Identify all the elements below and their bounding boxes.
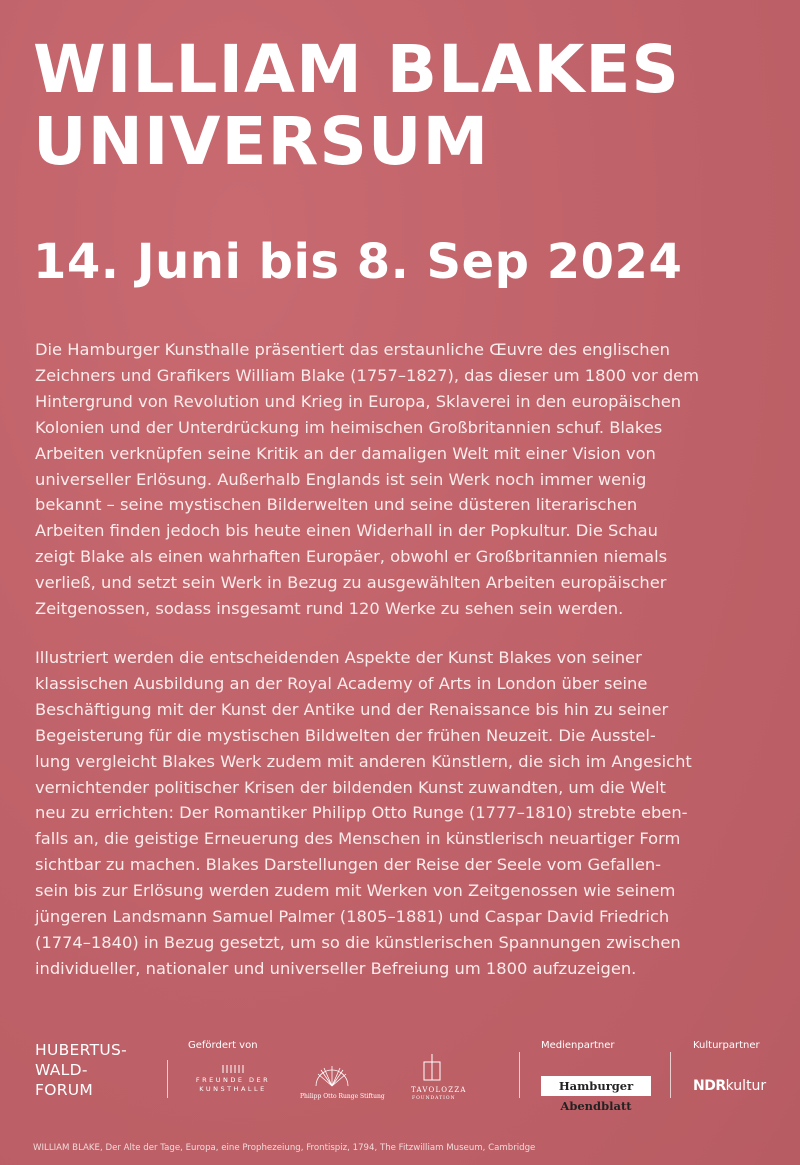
paragraph-1-line: verließ, und setzt sein Werk in Bezug zu ausgewählten Arbeiten europäischer [35,573,667,593]
paragraph-2-line: individueller, nationaler und universeller Befreiung um 1800 aufzuzeigen. [35,958,637,978]
tavolozza-logo: TAVOLOZZA [411,1086,467,1094]
tavolozza-mark-icon [422,1052,446,1082]
runge-stiftung-logo: Philipp Otto Runge Stiftung [300,1093,385,1100]
paragraph-1-line: Arbeiten verknüpfen seine Kritik an der damaligen Welt mit einer Vision von [35,443,656,463]
title-line-1: WILLIAM BLAKES [33,31,680,108]
paragraph-2-line: falls an, die geistige Erneuerung des Menschen in künstlerisch neuartiger Form [35,829,681,849]
paragraph-1-line: zeigt Blake als einen wahrhaften Europäer, obwohl er Großbritannien niemals [35,547,668,567]
hamburger-abendblatt-logo: Hamburger Abendblatt [541,1076,651,1096]
paragraph-2-line: Beschäftigung mit der Kunst der Antike und der Renaissance bis hin zu seiner [35,699,669,719]
paragraph-2-line: sichtbar zu machen. Blakes Darstellungen der Reise der Seele vom Gefallen- [35,855,662,875]
exhibition-title [33,31,680,180]
paragraph-2-line: Begeisterung für die mystischen Bildwelten der frühen Neuzeit. Die Ausstel- [35,725,656,745]
paragraph-1-line: bekannt – seine mystischen Bilderwelten und seine düsteren literarischen [35,495,638,515]
paragraph-1-line: Zeitgenossen, sodass insgesamt rund 120 Werke zu sehen sein werden. [35,599,624,619]
gefoerdert-label: Gefördert von [188,1040,258,1051]
paragraph-2-line: klassischen Ausbildung an der Royal Academy of Arts in London über seine [35,673,648,693]
hwf-line: FORUM [35,1081,94,1099]
image-caption: WILLIAM BLAKE, Der Alte der Tage, Europa, eine Prophezeiung, Frontispiz, 1794, The Fitzwilliam Museum, Cambridge [33,1143,536,1153]
paragraph-1-line: Die Hamburger Kunsthalle präsentiert das erstaunliche Œuvre des englischen [35,340,670,359]
paragraph-2-line: neu zu errichten: Der Romantiker Philipp Otto Runge (1777–1810) strebte eben- [35,803,688,823]
kultur-text: kultur [725,1078,767,1094]
title-line-2: UNIVERSUM [33,103,490,180]
hwf-line: WALD- [35,1061,88,1079]
paragraph-1-line: universeller Erlösung. Außerhalb Englands ist sein Werk noch immer wenig [35,469,647,489]
sponsor-footer [0,1030,800,1130]
paragraph-2-line: lung vergleicht Blakes Werk zudem mit anderen Künstlern, die sich im Angesicht [35,751,692,771]
freunde-line: FREUNDE DER [195,1076,271,1084]
paragraph-2-line: vernichtender politischer Krisen der bildenden Kunst zuwandten, um die Welt [35,777,666,797]
paragraph-2-line: jüngeren Landsmann Samuel Palmer (1805–1881) und Caspar David Friedrich [35,907,670,927]
freunde-der-kunsthalle-logo [188,1076,278,1094]
freunde-line: KUNSTHALLE [199,1085,267,1093]
tavolozza-subtitle: FOUNDATION [412,1096,456,1101]
freunde-mark-icon [218,1064,248,1074]
paragraph-2-line: sein bis zur Erlösung werden zudem mit Werken von Zeitgenossen wie seinem [35,881,676,901]
divider [519,1052,520,1098]
divider [167,1060,168,1098]
paragraph-2 [35,645,780,982]
paragraph-2-line: (1774–1840) in Bezug gesetzt, um so die künstlerischen Spannungen zwischen [35,932,681,952]
ndr-kultur-logo [693,1078,766,1094]
medienpartner-label: Medienpartner [541,1040,615,1051]
hwf-line: HUBERTUS- [35,1041,128,1059]
paragraph-1-line: Arbeiten finden jedoch bis heute einen Widerhall in der Popkultur. Die Schau [35,521,658,541]
ndr-text: NDR [693,1078,726,1094]
paragraph-2-line: Illustriert werden die entscheidenden Aspekte der Kunst Blakes von seiner [35,648,642,667]
paragraph-1-line: Hintergrund von Revolution und Krieg in Europa, Sklaverei in den europäischen [35,391,682,411]
kulturpartner-label: Kulturpartner [693,1040,760,1051]
sunburst-icon [312,1062,352,1088]
hubertus-wald-forum-logo [35,1040,127,1100]
paragraph-1-line: Kolonien und der Unterdrückung im heimischen Großbritannien schuf. Blakes [35,417,663,437]
divider [670,1052,671,1098]
paragraph-1 [35,337,780,622]
paragraph-1-line: Zeichners und Grafikers William Blake (1757–1827), das dieser um 1800 vor dem [35,365,700,385]
exhibition-dates: 14. Juni bis 8. Sep 2024 [33,234,683,290]
